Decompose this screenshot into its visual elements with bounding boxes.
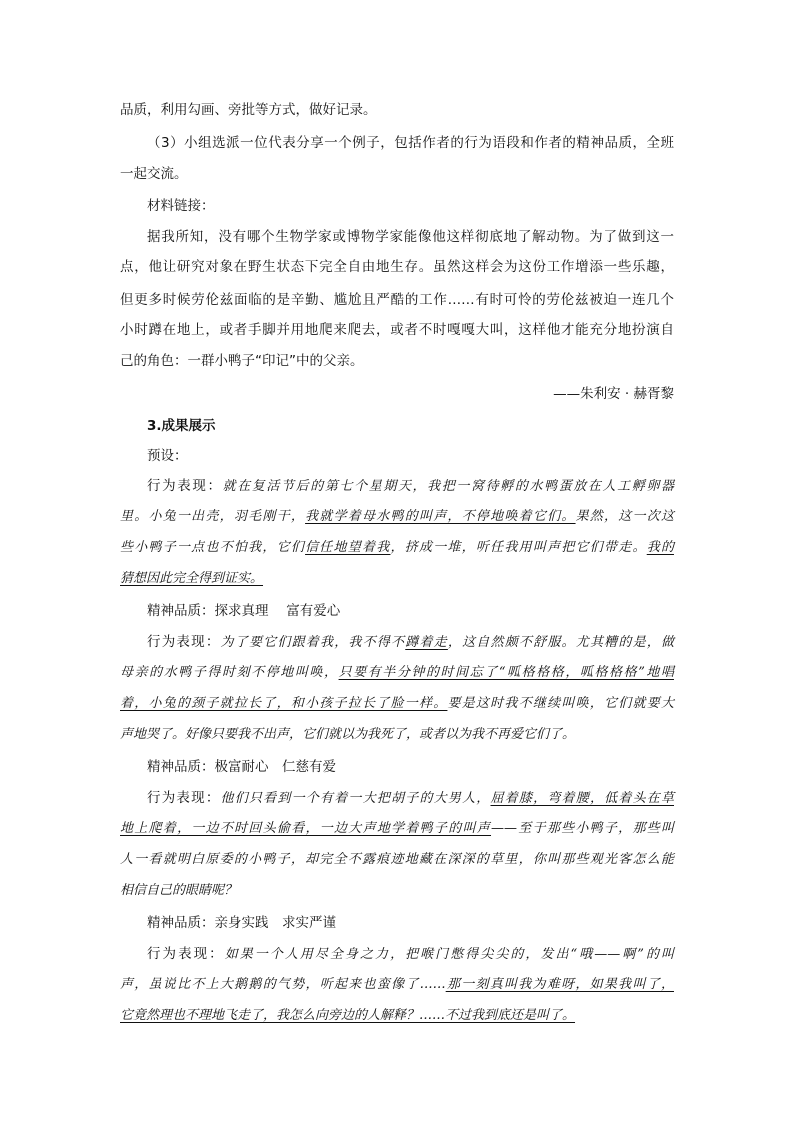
- behavior-label: 行为表现：: [147, 478, 223, 494]
- material-line: 小时蹲在地上，或者手脚并用地爬来爬去，或者不时嘎嘎大叫，这样他才能充分地扮演自: [120, 322, 674, 338]
- behavior-label: 行为表现：: [147, 634, 221, 650]
- underlined-text: 地上爬着，一边不时回头偷看，一边大声地学着鸭子的叫声: [120, 821, 492, 836]
- paragraph-line: （3）小组选派一位代表分享一个例子，包括作者的行为语段和作者的精神品质，全班: [147, 135, 674, 151]
- preset-label: 预设：: [147, 448, 188, 464]
- behavior-line: [120, 1006, 575, 1026]
- underlined-text: 我的: [646, 540, 674, 555]
- behavior-text: 声，虽说比不上大鹅鹅的气势，听起来也蛮像了……: [120, 977, 446, 992]
- underlined-text: 它竟然理也不理地飞走了，我怎么向旁边的人解释？……不过我到底还是叫了。: [120, 1008, 576, 1023]
- behavior-line: [120, 663, 674, 683]
- behavior-text: ，挤成一堆，听任我用叫声把它们带走。: [390, 540, 647, 555]
- behavior-text: 要是这时我不继续叫唤，它们就要大: [447, 696, 674, 711]
- behavior-text: 果然，这一次这: [575, 509, 674, 524]
- behavior-line: 人一看就明白原委的小鸭子，却完全不露痕迹地藏在深深的草里，你叫那些观光客怎么能: [120, 852, 674, 867]
- underlined-text: 只要有半分钟的时间忘了“呱格格格，呱格格格”地唱: [338, 665, 674, 680]
- behavior-text: 就在复活节后的第七个星期天，我把一窝待孵的水鸭蛋放在人工孵卵器: [222, 479, 674, 494]
- behavior-line: 声地哭了。好像只要我不出声，它们就以为我死了，或者以为我不再爱它们了。: [120, 727, 576, 742]
- material-line: 但更多时候劳伦兹面临的是辛勤、尴尬且严酷的工作……有时可怜的劳伦兹被迫一连几个: [120, 292, 674, 308]
- behavior-line: [120, 819, 674, 839]
- material-line: 点，他让研究对象在野生状态下完全自由地生存。虽然这样会为这份工作增添一些乐趣，: [120, 259, 674, 275]
- behavior-line: [120, 975, 674, 995]
- behavior-text: 为了要它们跟着我，我不得不: [220, 635, 406, 650]
- section-heading: 3.成果展示: [147, 418, 216, 434]
- behavior-line: [120, 507, 674, 527]
- underlined-text: 屈着膝，弯着腰，低着头在草: [490, 791, 674, 806]
- behavior-label: 行为表现：: [147, 790, 221, 806]
- paragraph-line: 品质，利用勾画、旁批等方式，做好记录。: [120, 102, 377, 118]
- behavior-line: [120, 694, 674, 714]
- behavior-text: 里。小兔一出壳，羽毛刚干，: [120, 509, 306, 524]
- behavior-text: ——至于那些小鸭子，那些叫: [491, 821, 674, 836]
- material-line: 己的角色：一群小鸭子“印记”中的父亲。: [120, 353, 364, 369]
- behavior-text: 母亲的水鸭子得时刻不停地叫唤，: [120, 665, 339, 680]
- quality-line: 精神品质：极富耐心 仁慈有爱: [147, 759, 336, 775]
- paragraph-line: 一起交流。: [120, 166, 188, 182]
- underlined-text: 着，小兔的颈子就拉长了，和小孩子拉长了脸一样。: [120, 696, 448, 711]
- material-line: 据我所知，没有哪个生物学家或博物学家能像他这样彻底地了解动物。为了做到这一: [147, 229, 674, 245]
- behavior-line: [147, 944, 674, 965]
- behavior-line: [120, 538, 674, 558]
- behavior-text: ，这自然颇不舒服。尤其糟的是，做: [447, 635, 674, 650]
- behavior-line: [147, 632, 674, 653]
- quality-line: 精神品质：探求真理 富有爱心: [147, 603, 341, 619]
- attribution: ——朱利安 · 赫胥黎: [553, 386, 674, 402]
- material-label: 材料链接：: [147, 198, 215, 214]
- behavior-line: [120, 569, 263, 589]
- behavior-label: 行为表现：: [147, 946, 225, 962]
- underlined-text: 那一刻真叫我为难呀，如果我叫了，: [445, 977, 674, 992]
- behavior-text: 些小鸭子一点也不怕我，它们: [120, 540, 306, 555]
- underlined-text: 猜想因此完全得到证实。: [120, 571, 264, 586]
- behavior-line: [147, 476, 674, 497]
- behavior-line: 相信自己的眼睛呢？: [120, 883, 238, 898]
- behavior-text: 他们只看到一个有着一大把胡子的大男人，: [220, 791, 491, 806]
- behavior-line: [147, 788, 674, 809]
- underlined-text: 蹲着走: [405, 635, 448, 650]
- quality-line: 精神品质：亲身实践 求实严谨: [147, 915, 336, 931]
- behavior-text: 如果一个人用尽全身之力，把喉门憋得尖尖的，发出“哦——啊”的叫: [224, 947, 675, 962]
- underlined-text: 我就学着母水鸭的叫声，不停地唤着它们。: [305, 509, 576, 524]
- underlined-text: 信任地望着我: [305, 540, 391, 555]
